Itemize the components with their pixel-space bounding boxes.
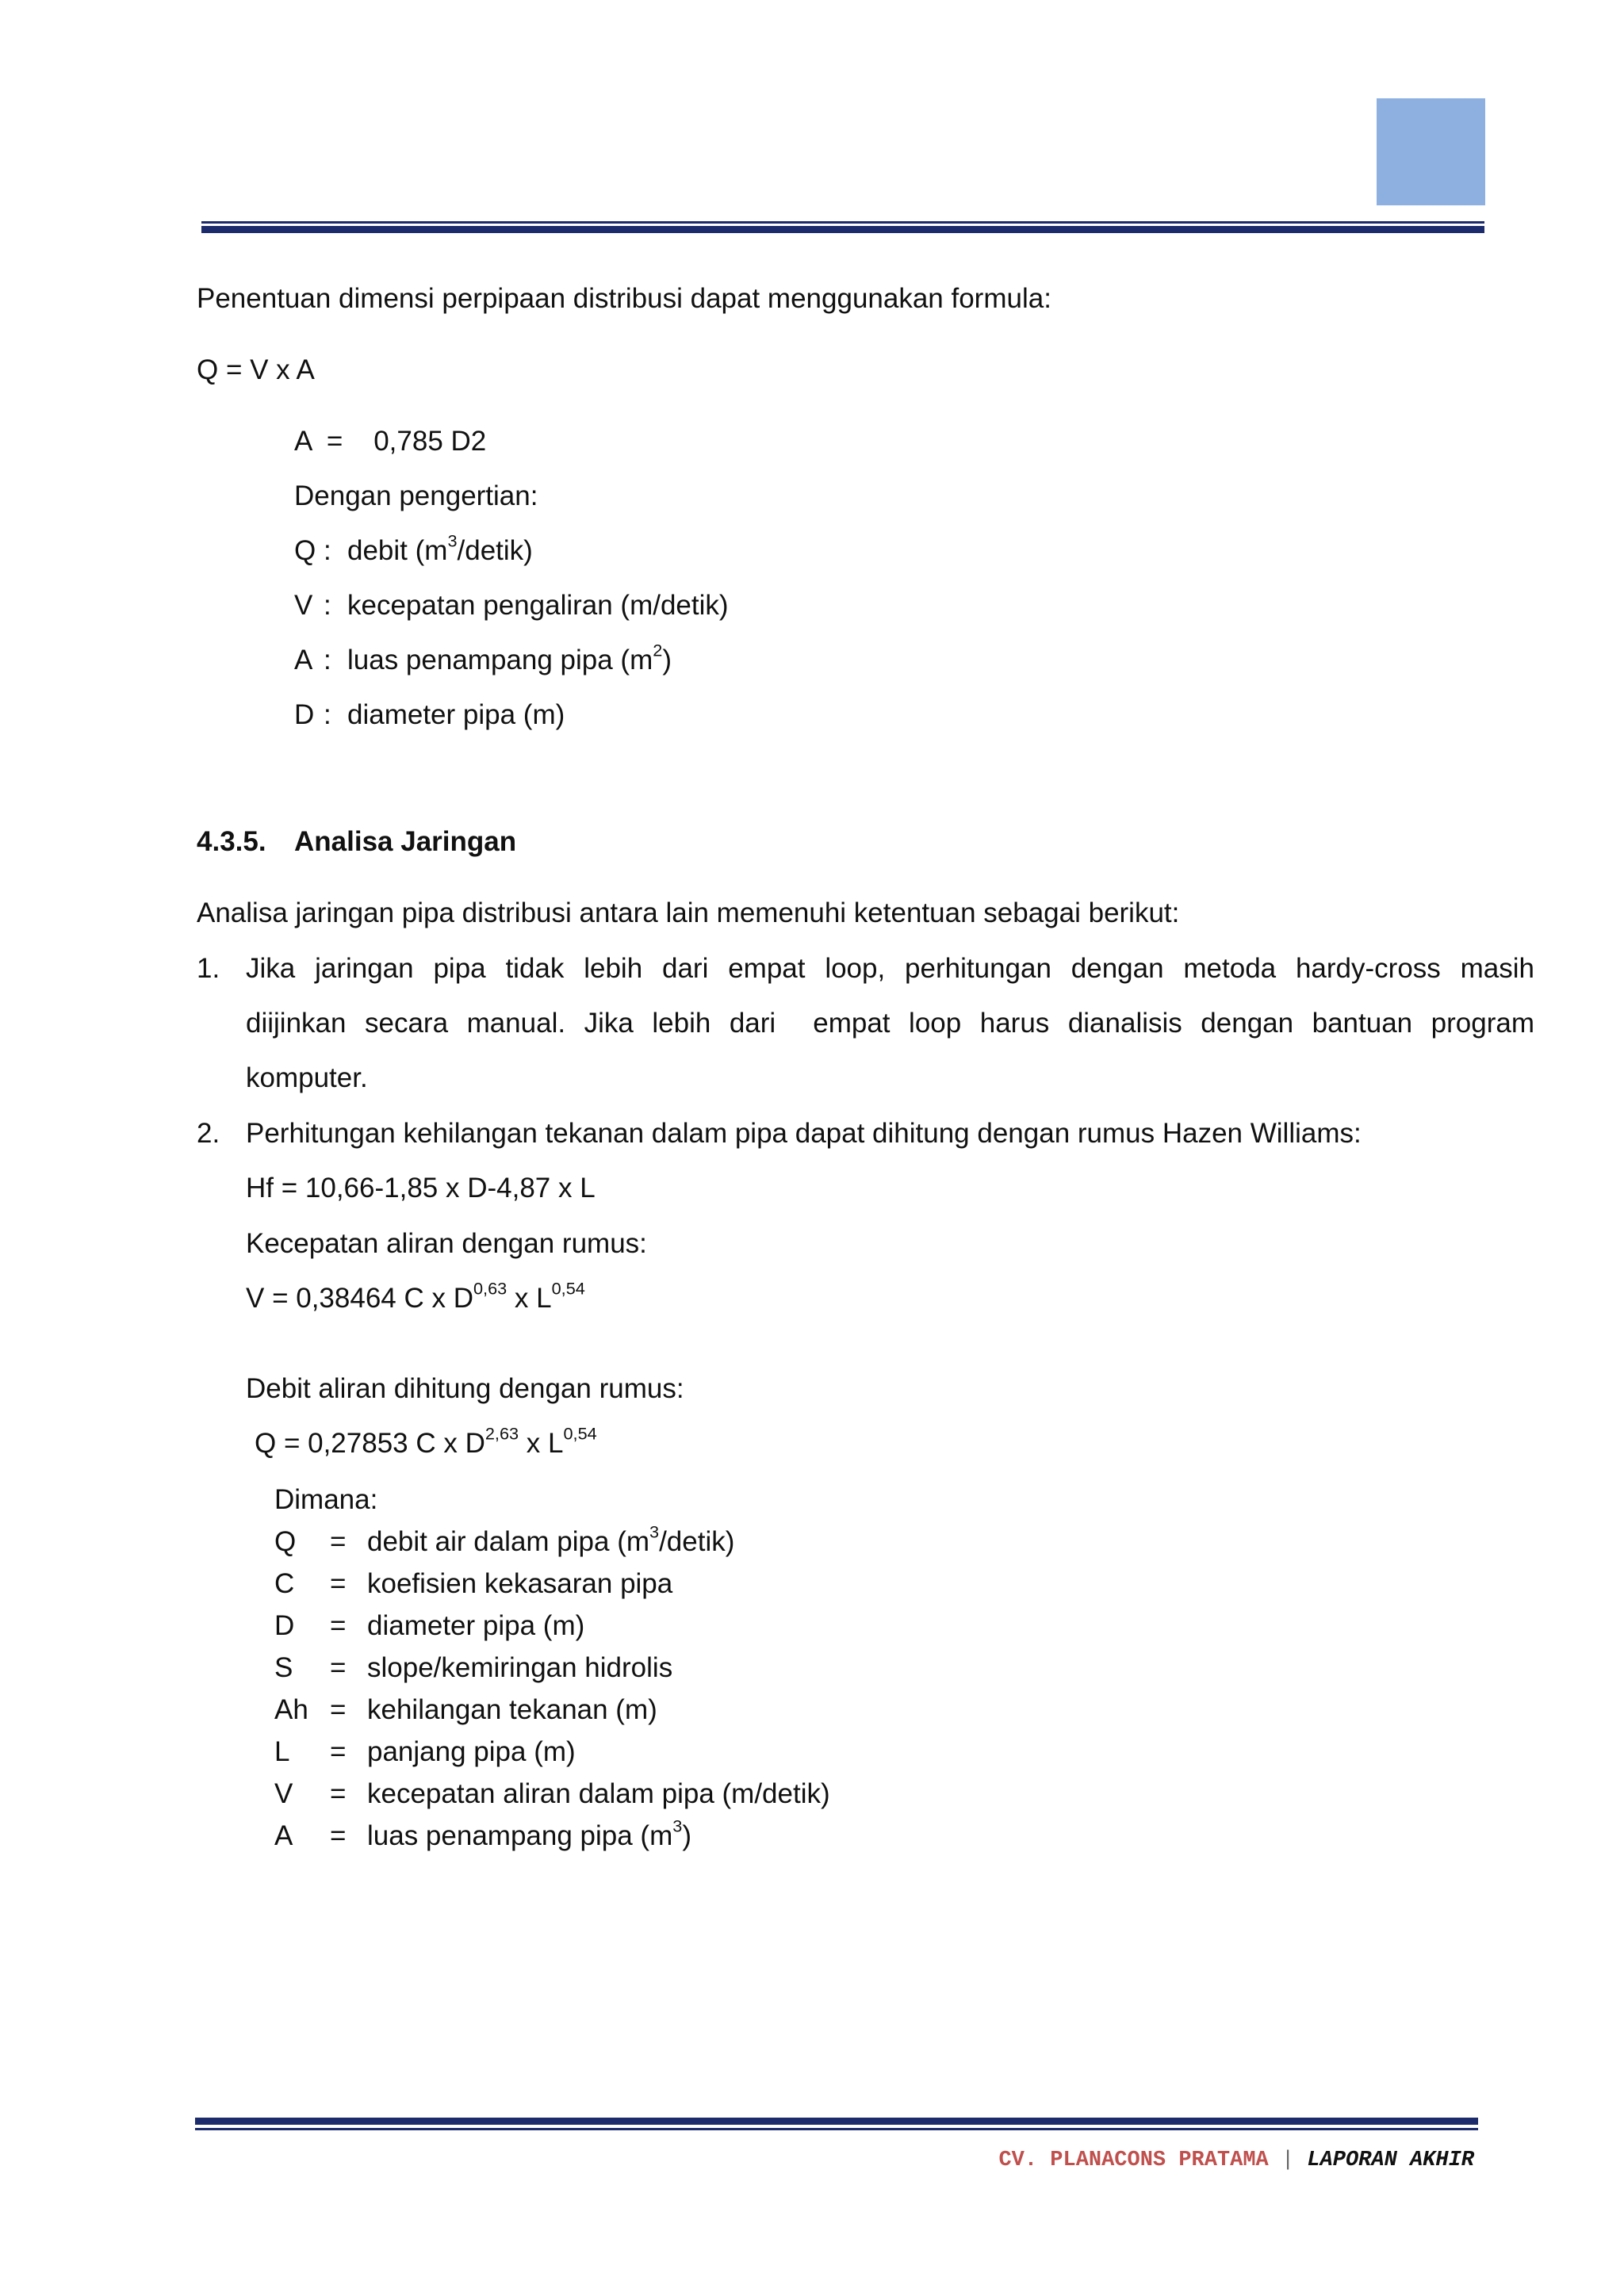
list-item-1-line-3: komputer.	[246, 1062, 368, 1093]
definition-symbol: Ah	[274, 1694, 308, 1725]
definition-text: luas penampang pipa $(m^2)$	[347, 640, 672, 675]
definition-text: kehilangan tekanan (m)	[367, 1694, 657, 1725]
footer-rule-thick	[195, 2118, 1478, 2125]
definition-symbol: Q	[294, 535, 316, 566]
footer-separator: |	[1281, 2149, 1295, 2172]
list-item-1-line-2: diijinkan secara manual. Jika lebih dari empat loop harus dianalisis dengan bantuan program	[246, 1008, 1534, 1039]
definition-equals: =	[330, 1610, 347, 1641]
formula-q: Q = V x A	[197, 354, 315, 385]
definition-colon: :	[324, 645, 331, 675]
definition-text: kecepatan pengaliran (m/detik)	[347, 590, 729, 621]
definition-text: panjang pipa (m)	[367, 1736, 576, 1767]
definition-text: debit $(m^3/detik)$	[347, 530, 533, 566]
footer-text	[998, 2149, 1474, 2172]
definition-text: debit air dalam pipa $(m^3/detik)$	[367, 1521, 735, 1557]
definition-equals: =	[330, 1694, 347, 1725]
definition-equals: =	[330, 1778, 347, 1809]
definition-text: koefisien kekasaran pipa	[367, 1568, 673, 1599]
dimana-label: Dimana:	[274, 1484, 378, 1515]
definition-text: diameter pipa (m)	[367, 1610, 585, 1641]
definition-symbol: A	[294, 645, 313, 675]
definition-text: kecepatan aliran dalam pipa (m/detik)	[367, 1778, 830, 1809]
kecepatan-label: Kecepatan aliran dengan rumus:	[246, 1228, 647, 1259]
definition-symbol: V	[294, 590, 313, 621]
header-corner-block	[1377, 98, 1485, 205]
header-rule-thin	[201, 221, 1484, 224]
definition-equals: =	[330, 1652, 347, 1683]
list-item-2-text: Perhitungan kehilangan tekanan dalam pipa dapat dihitung dengan rumus Hazen Williams:	[246, 1118, 1362, 1149]
definition-colon: :	[324, 699, 331, 730]
definition-symbol: S	[274, 1652, 293, 1683]
section-number: 4.3.5.	[197, 826, 266, 857]
definition-symbol: C	[274, 1568, 295, 1599]
definition-colon: :	[324, 535, 331, 566]
q-formula: Q = 0,27853 C x D$^{2,63}$ x L$^{0,54}$	[255, 1423, 597, 1459]
section-paragraph: Analisa jaringan pipa distribusi antara lain memenuhi ketentuan sebagai berikut:	[197, 897, 1180, 928]
footer-company: CV. PLANACONS PRATAMA	[998, 2149, 1269, 2172]
list-item-1-line-1: Jika jaringan pipa tidak lebih dari empat loop, perhitungan dengan metoda hardy-cross masih	[246, 953, 1534, 984]
definition-symbol: D	[274, 1610, 295, 1641]
debit-label: Debit aliran dihitung dengan rumus:	[246, 1373, 684, 1404]
definition-symbol: Q	[274, 1526, 297, 1557]
definition-text: luas penampang pipa $(m^3)$	[367, 1816, 691, 1851]
definition-equals: =	[330, 1736, 347, 1767]
v-formula: V = 0,38464 C x D$^{0,63}$ x L$^{0,54}$	[246, 1278, 585, 1314]
intro-text: Penentuan dimensi perpipaan distribusi dapat menggunakan formula:	[197, 283, 1051, 314]
list-item-number: 1.	[197, 953, 220, 984]
list-item-number: 2.	[197, 1118, 220, 1149]
formula-a: A = 0,785 D2	[294, 426, 487, 457]
definition-symbol: L	[274, 1736, 290, 1767]
hf-formula: Hf = 10,66-1,85 x D-4,87 x L	[246, 1173, 596, 1203]
definition-symbol: D	[294, 699, 315, 730]
definition-equals: =	[330, 1820, 347, 1851]
header-rule-thick	[201, 226, 1484, 233]
section-title: Analisa Jaringan	[294, 826, 517, 857]
definition-colon: :	[324, 590, 331, 621]
definition-equals: =	[330, 1568, 347, 1599]
definition-text: slope/kemiringan hidrolis	[367, 1652, 673, 1683]
definition-text: diameter pipa (m)	[347, 699, 565, 730]
footer-report-title: LAPORAN AKHIR	[1307, 2149, 1474, 2172]
definition-equals: =	[330, 1526, 347, 1557]
footer-rule-thin	[195, 2128, 1478, 2130]
dengan-pengertian: Dengan pengertian:	[294, 480, 538, 511]
definition-symbol: A	[274, 1820, 293, 1851]
definition-symbol: V	[274, 1778, 293, 1809]
